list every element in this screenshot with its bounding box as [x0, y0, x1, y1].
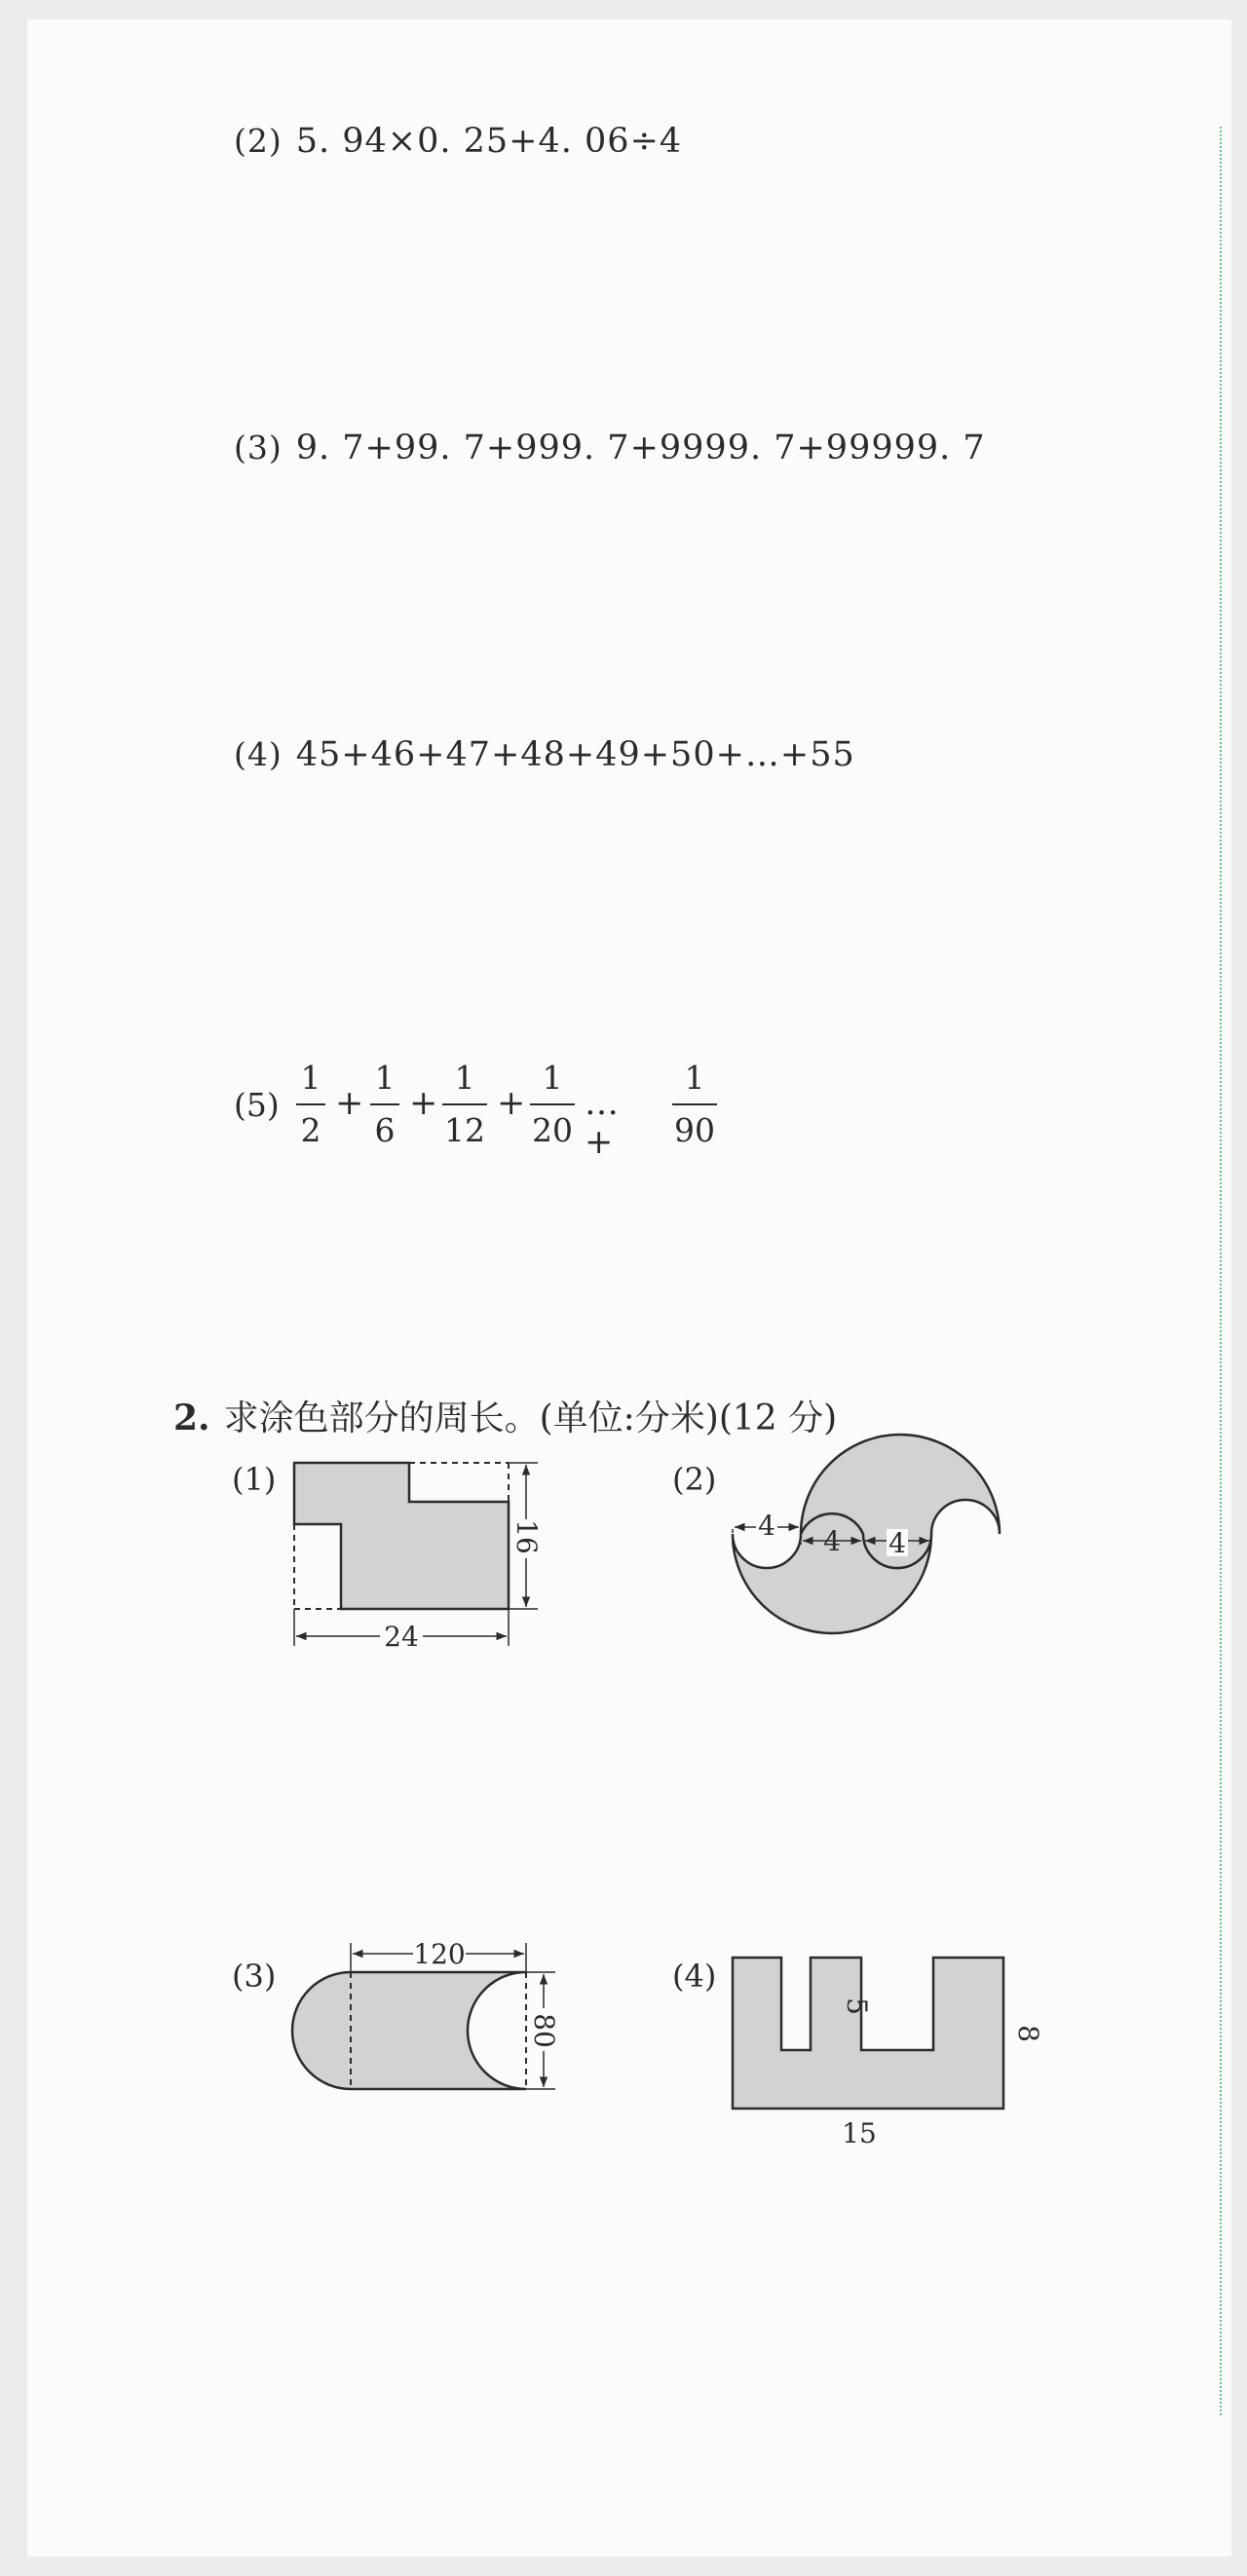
dimension-120: 120	[413, 1938, 466, 1970]
fraction	[530, 1057, 575, 1152]
numerator: 1	[684, 1059, 705, 1097]
problem-expression: 5. 94×0. 25+4. 06÷4	[295, 122, 683, 161]
dimension-5: 5	[841, 1997, 873, 2015]
dimension-4-a: 4	[758, 1510, 775, 1542]
dimension-4-b: 4	[823, 1525, 841, 1557]
problem-number: (2)	[234, 122, 283, 160]
denominator: 90	[674, 1111, 715, 1149]
fraction	[370, 1057, 399, 1152]
worksheet-page	[27, 19, 1231, 2557]
margin-dotted-line	[1220, 127, 1222, 2415]
plus-ellipsis: …+	[585, 1084, 619, 1162]
numerator: 1	[542, 1059, 563, 1097]
dimension-16: 16	[510, 1519, 543, 1554]
dimension-8: 8	[1012, 2025, 1044, 2042]
problem-number: (3)	[234, 429, 283, 467]
section-number: 2.	[173, 1398, 210, 1438]
figure-2-diagram	[721, 1451, 994, 1646]
figure-1-label: (1)	[232, 1461, 277, 1498]
numerator: 1	[454, 1059, 475, 1097]
problem-number: (4)	[234, 735, 283, 773]
numerator: 1	[300, 1059, 321, 1097]
plus-sign: +	[409, 1084, 438, 1123]
problem-expression: 45+46+47+48+49+50+…+55	[295, 735, 855, 774]
denominator: 12	[444, 1111, 485, 1149]
problem-4	[234, 735, 855, 774]
section-instruction: 求涂色部分的周长。(单位:分米)(12 分)	[223, 1399, 838, 1438]
denominator: 2	[300, 1111, 321, 1149]
fraction	[296, 1057, 325, 1152]
dimension-15: 15	[842, 2117, 877, 2149]
figure-2-label: (2)	[672, 1461, 717, 1498]
dimension-80: 80	[528, 2013, 560, 2048]
dimension-24: 24	[384, 1621, 419, 1653]
figure-1-diagram	[283, 1451, 555, 1665]
denominator: 20	[532, 1111, 573, 1149]
plus-sign: +	[335, 1084, 364, 1123]
problem-3	[234, 429, 986, 467]
fraction	[672, 1057, 717, 1152]
plus-sign: +	[497, 1084, 526, 1123]
problem-2	[234, 122, 682, 161]
figure-3-diagram	[292, 1938, 585, 2133]
figure-4-label: (4)	[672, 1958, 717, 1995]
figure-4-diagram	[721, 1938, 1052, 2149]
section-2-title	[173, 1391, 837, 1440]
problem-expression: 9. 7+99. 7+999. 7+9999. 7+99999. 7	[295, 429, 986, 467]
numerator: 1	[374, 1059, 396, 1097]
denominator: 6	[374, 1111, 396, 1149]
dimension-4-c: 4	[888, 1527, 906, 1559]
problem-number: (5)	[234, 1086, 280, 1124]
fraction	[442, 1057, 487, 1152]
figure-3-label: (3)	[232, 1958, 277, 1995]
